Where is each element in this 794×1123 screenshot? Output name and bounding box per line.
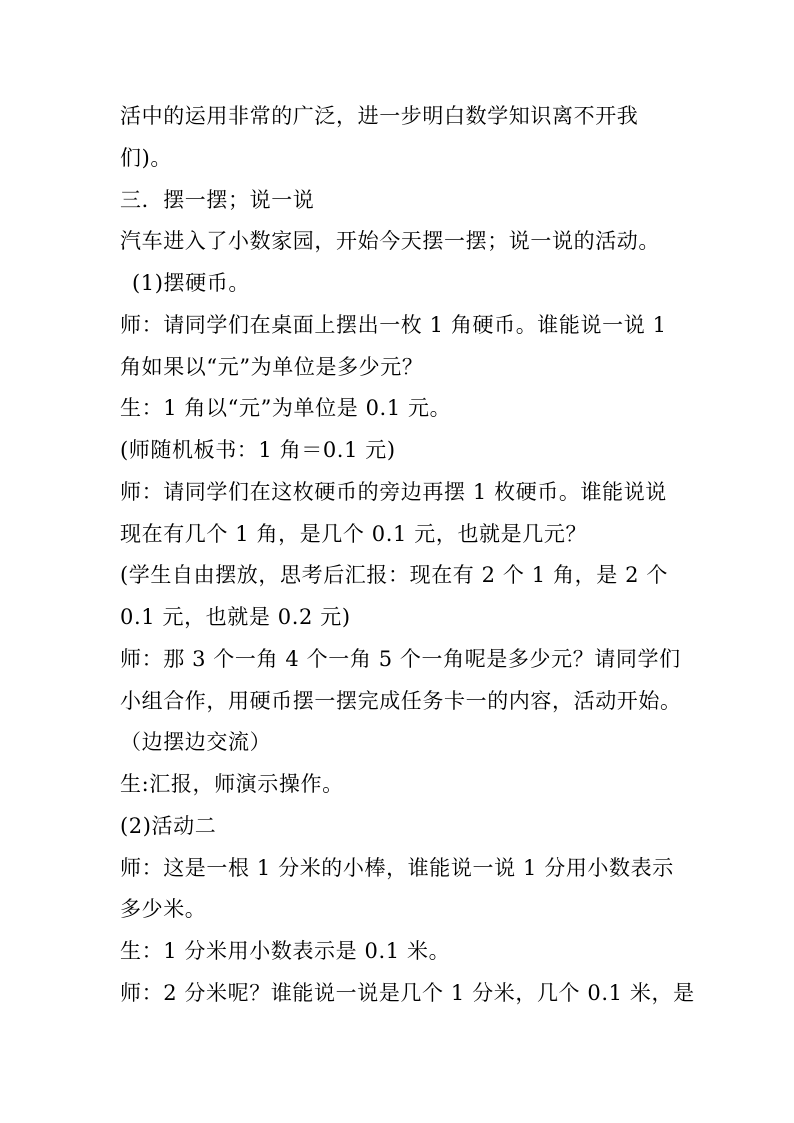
text-line: 小组合作，用硬币摆一摆完成任务卡一的内容，活动开始。 [120, 688, 682, 713]
text-line: 师：2 分米呢？谁能说一说是几个 1 分米，几个 0.1 米，是 [120, 980, 695, 1005]
text-line: 生:汇报，师演示操作。 [120, 772, 344, 796]
text-line: (学生自由摆放，思考后汇报：现在有 2 个 1 角，是 2 个 [120, 563, 668, 588]
text-line: 多少米。 [120, 897, 207, 922]
text-line: 师：请同学们在桌面上摆出一枚 1 角硬币。谁能说一说 1 [120, 312, 667, 337]
text-line: 0.1 元，也就是 0.2 元) [120, 605, 351, 629]
text-line: 师：请同学们在这枚硬币的旁边再摆 1 枚硬币。谁能说说 [120, 479, 667, 504]
text-line: (师随机板书：1 角＝0.1 元) [120, 438, 396, 462]
text-line: 活中的运用非常的广泛，进一步明白数学知识离不开我 [120, 104, 639, 128]
subsection-heading: (1)摆硬币。 [132, 271, 250, 295]
text-line: 师：这是一根 1 分米的小棒，谁能说一说 1 分用小数表示 [120, 855, 674, 880]
section-heading: 三．摆一摆；说一说 [120, 187, 315, 212]
text-line: 师：那 3 个一角 4 个一角 5 个一角呢是多少元？请同学们 [120, 646, 681, 671]
text-line: 生：1 角以“元”为单位是 0.1 元。 [120, 396, 452, 421]
text-line: 现在有几个 1 角，是几个 0.1 元，也就是几元？ [120, 521, 588, 546]
text-line: 角如果以“元”为单位是多少元？ [120, 354, 424, 379]
text-line: 生：1 分米用小数表示是 0.1 米。 [120, 939, 451, 963]
subsection-heading: (2)活动二 [120, 813, 217, 838]
document-body [120, 96, 740, 1015]
text-line: 汽车进入了小数家园，开始今天摆一摆；说一说的活动。 [120, 229, 660, 254]
text-line: 们)。 [120, 145, 172, 170]
text-line: （边摆边交流） [120, 730, 272, 755]
